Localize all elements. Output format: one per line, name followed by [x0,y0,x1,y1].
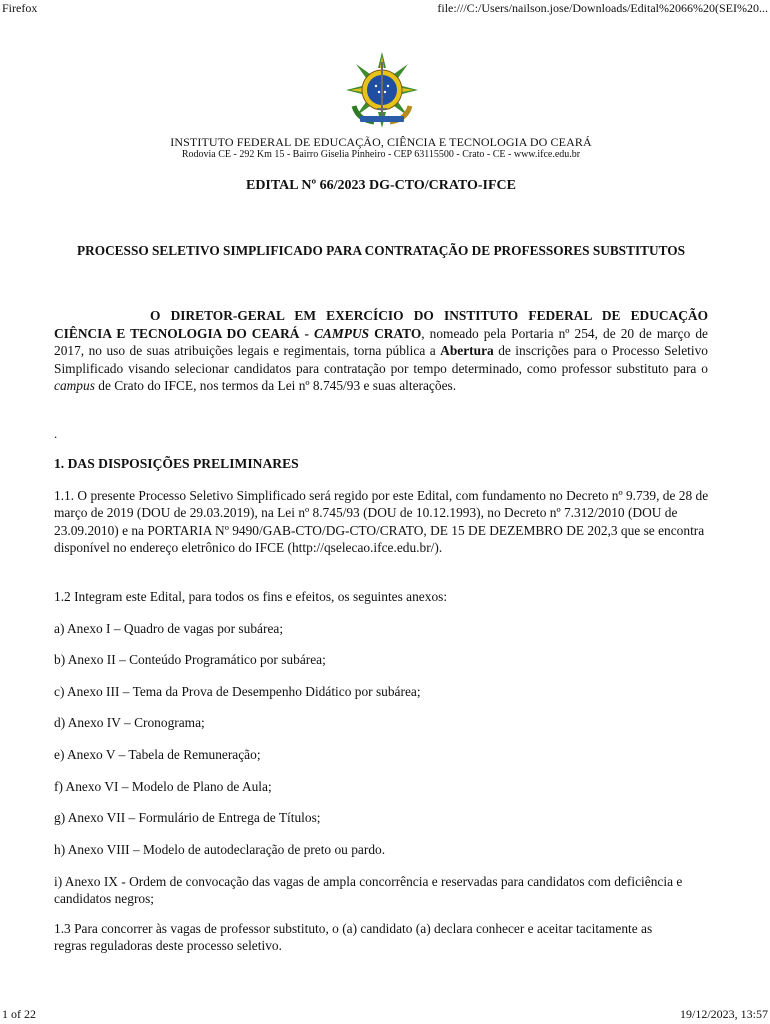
preamble-text-2: de inscrições para o Processo Seletivo Simplificado visando selecionar candidatos para contratação por tempo determinado, como professor substituto para o [54,343,708,376]
annex-item: e) Anexo V – Tabela de Remuneração; [54,747,261,762]
preamble-paragraph [54,307,708,395]
preamble-abertura: Abertura [440,343,494,359]
annex-item: i) Anexo IX - Ordem de convocação das vagas de ampla concorrência e reservadas para candidatos com deficiência e candidatos negros; [54,874,683,907]
annex-item: g) Anexo VII – Formulário de Entrega de Títulos; [54,810,321,825]
print-footer [0,1006,770,1024]
print-datetime: 19/12/2023, 13:57 [679,1007,768,1021]
paragraph-1-3: 1.3 Para concorrer às vagas de professor substituto, o (a) candidato (a) declara conhecer e aceitar tacitamente as regras reguladoras deste processo seletivo. [54,921,653,954]
annex-item: c) Anexo III – Tema da Prova de Desempenho Didático por subárea; [54,684,421,699]
print-header [0,0,770,16]
preamble-lead: O DIRETOR-GERAL EM EXERCÍCIO DO INSTITUTO FEDERAL DE EDUCAÇÃO CIÊNCIA E TECNOLOGIA DO CEARÁ - [54,308,708,341]
annex-item: d) Anexo IV – Cronograma; [54,715,205,730]
stray-dot: . [54,426,58,441]
institution-address: Rodovia CE - 292 Km 15 - Bairro Giselia Pinheiro - CEP 63115500 - Crato - CE - www.ifce.edu.br [181,149,581,160]
section-1-heading: 1. DAS DISPOSIÇÕES PRELIMINARES [54,456,299,471]
institution-name: INSTITUTO FEDERAL DE EDUCAÇÃO, CIÊNCIA E TECNOLOGIA DO CEARÁ [170,135,592,149]
preamble-text-3: de Crato do IFCE, nos termos da Lei nº 8.745/93 e suas alterações. [94,378,457,394]
edital-title: EDITAL Nº 66/2023 DG-CTO/CRATO-IFCE [245,178,516,193]
file-url[interactable]: file:///C:/Users/nailson.jose/Downloads/Edital%2066%20(SEI%20... [437,1,768,15]
coat-of-arms-icon [344,50,420,130]
preamble-campus-name: CRATO [369,325,422,341]
annex-item: f) Anexo VI – Modelo de Plano de Aula; [54,779,272,794]
paragraph-1-1: 1.1. O presente Processo Seletivo Simplificado será regido por este Edital, com fundamento no Decreto nº 9.739, de 28 de março de 2019 (DOU de 29.03.2019), na Lei nº 8.745/93 (DOU de 10.12.1993), no Decreto nº 7.312/2010 (DOU de 23.09.2010) e na PORTARIA Nº 9490/GAB-CTO/DG-CTO/CRATO, DE 15 DE DEZEMBRO DE 202,3 que se encontra disponível no endereço eletrônico do IFCE (http://qselecao.ifce.edu.br/). [54,488,709,556]
process-title: PROCESSO SELETIVO SIMPLIFICADO PARA CONTRATAÇÃO DE PROFESSORES SUBSTITUTOS [77,243,685,258]
paragraph-1-2: 1.2 Integram este Edital, para todos os fins e efeitos, os seguintes anexos: [54,589,448,604]
annex-item: b) Anexo II – Conteúdo Programático por subárea; [54,652,326,667]
browser-name: Firefox [2,1,38,15]
page-counter: 1 of 22 [2,1007,36,1021]
preamble-text-1: , nomeado pela Portaria nº 254, de 20 de março de 2017, no uso de suas atribuições legais e regimentais, torna pública a [54,325,708,359]
preamble-campus-label: CAMPUS [314,325,370,341]
annex-item: h) Anexo VIII – Modelo de autodeclaração de preto ou pardo. [54,842,386,857]
annex-item: a) Anexo I – Quadro de vagas por subárea; [54,621,284,636]
preamble-campus-word: campus [54,378,95,394]
